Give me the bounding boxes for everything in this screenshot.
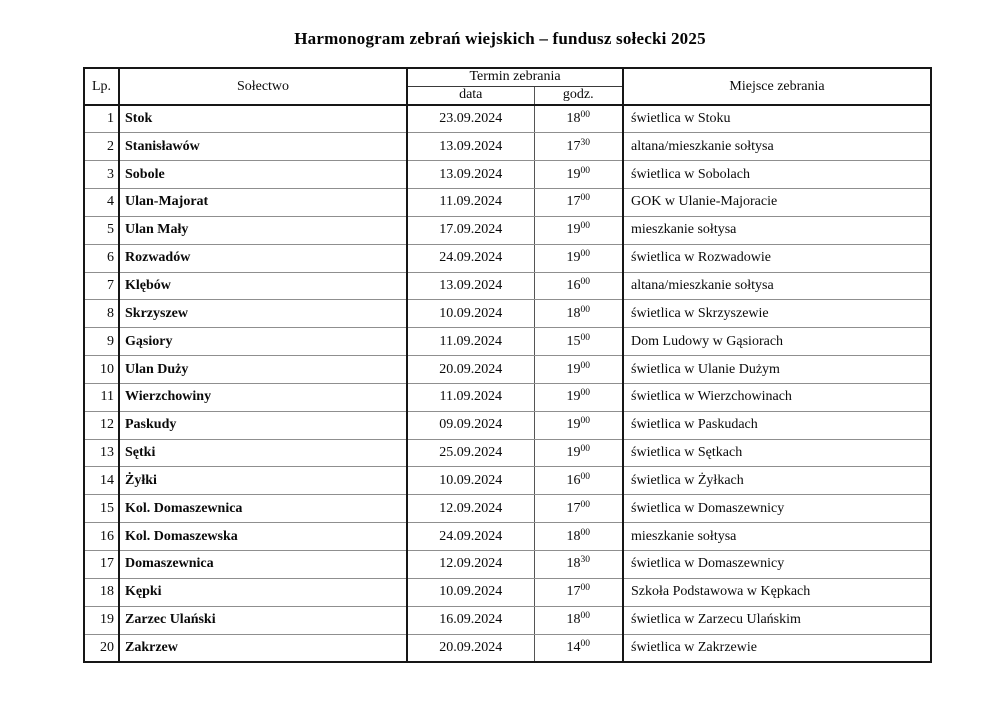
row-number: 2 — [84, 133, 119, 161]
meeting-place: świetlica w Skrzyszewie — [623, 300, 931, 328]
meeting-place: świetlica w Żyłkach — [623, 467, 931, 495]
village-name: Sobole — [119, 161, 407, 189]
table-row — [84, 300, 931, 328]
meeting-minutes: 00 — [580, 527, 590, 538]
village-name: Kępki — [119, 578, 407, 606]
meeting-minutes: 00 — [580, 444, 590, 455]
meeting-place: świetlica w Paskudach — [623, 411, 931, 439]
meeting-date: 12.09.2024 — [407, 495, 534, 523]
meeting-time — [534, 161, 623, 189]
village-name: Zarzec Ulański — [119, 606, 407, 634]
meeting-date: 16.09.2024 — [407, 606, 534, 634]
meeting-hour: 16 — [566, 277, 581, 293]
table-row — [84, 606, 931, 634]
row-number: 13 — [84, 439, 119, 467]
meeting-place: GOK w Ulanie-Majoracie — [623, 189, 931, 217]
village-name: Skrzyszew — [119, 300, 407, 328]
meeting-minutes: 00 — [580, 249, 590, 260]
table-row — [84, 439, 931, 467]
meeting-hour: 19 — [566, 389, 581, 405]
meeting-date: 25.09.2024 — [407, 439, 534, 467]
row-number: 17 — [84, 551, 119, 579]
table-row — [84, 383, 931, 411]
schedule-table — [83, 67, 932, 663]
table-row — [84, 244, 931, 272]
meeting-minutes: 00 — [580, 638, 590, 649]
table-row — [84, 133, 931, 161]
village-name: Żyłki — [119, 467, 407, 495]
village-name: Domaszewnica — [119, 551, 407, 579]
meeting-hour: 18 — [566, 528, 581, 544]
meeting-time — [534, 439, 623, 467]
table-row — [84, 272, 931, 300]
row-number: 14 — [84, 467, 119, 495]
meeting-time — [534, 411, 623, 439]
village-name: Wierzchowiny — [119, 383, 407, 411]
village-name: Ulan-Majorat — [119, 189, 407, 217]
row-number: 8 — [84, 300, 119, 328]
meeting-date: 12.09.2024 — [407, 551, 534, 579]
meeting-hour: 16 — [566, 472, 581, 488]
column-header-solectwo: Sołectwo — [119, 68, 407, 105]
table-row — [84, 356, 931, 384]
meeting-date: 13.09.2024 — [407, 272, 534, 300]
meeting-date: 24.09.2024 — [407, 244, 534, 272]
meeting-minutes: 00 — [580, 193, 590, 204]
meeting-hour: 19 — [566, 250, 581, 266]
village-name: Kol. Domaszewska — [119, 523, 407, 551]
meeting-date: 20.09.2024 — [407, 356, 534, 384]
meeting-date: 11.09.2024 — [407, 328, 534, 356]
meeting-date: 11.09.2024 — [407, 189, 534, 217]
meeting-time — [534, 133, 623, 161]
table-row — [84, 161, 931, 189]
meeting-hour: 17 — [566, 500, 581, 516]
meeting-date: 20.09.2024 — [407, 634, 534, 662]
meeting-hour: 19 — [566, 361, 581, 377]
table-row — [84, 551, 931, 579]
meeting-minutes: 00 — [580, 304, 590, 315]
meeting-hour: 19 — [566, 166, 581, 182]
meeting-date: 17.09.2024 — [407, 216, 534, 244]
meeting-date: 09.09.2024 — [407, 411, 534, 439]
village-name: Ulan Mały — [119, 216, 407, 244]
meeting-minutes: 00 — [580, 583, 590, 594]
meeting-minutes: 00 — [580, 276, 590, 287]
row-number: 9 — [84, 328, 119, 356]
village-name: Kol. Domaszewnica — [119, 495, 407, 523]
meeting-place: świetlica w Stoku — [623, 105, 931, 133]
column-header-lp: Lp. — [84, 68, 119, 105]
meeting-time — [534, 356, 623, 384]
meeting-date: 13.09.2024 — [407, 133, 534, 161]
meeting-time — [534, 606, 623, 634]
meeting-date: 10.09.2024 — [407, 300, 534, 328]
village-name: Stok — [119, 105, 407, 133]
meeting-minutes: 00 — [580, 471, 590, 482]
meeting-place: świetlica w Wierzchowinach — [623, 383, 931, 411]
row-number: 5 — [84, 216, 119, 244]
row-number: 12 — [84, 411, 119, 439]
meeting-place: świetlica w Domaszewnicy — [623, 551, 931, 579]
table-row — [84, 216, 931, 244]
row-number: 3 — [84, 161, 119, 189]
meeting-date: 24.09.2024 — [407, 523, 534, 551]
meeting-time — [534, 216, 623, 244]
meeting-minutes: 00 — [580, 388, 590, 399]
meeting-minutes: 00 — [580, 611, 590, 622]
village-name: Zakrzew — [119, 634, 407, 662]
meeting-place: altana/mieszkanie sołtysa — [623, 272, 931, 300]
meeting-place: altana/mieszkanie sołtysa — [623, 133, 931, 161]
meeting-minutes: 00 — [580, 332, 590, 343]
row-number: 10 — [84, 356, 119, 384]
row-number: 7 — [84, 272, 119, 300]
row-number: 1 — [84, 105, 119, 133]
table-row — [84, 634, 931, 662]
meeting-place: mieszkanie sołtysa — [623, 523, 931, 551]
meeting-time — [534, 551, 623, 579]
meeting-time — [534, 495, 623, 523]
meeting-hour: 19 — [566, 222, 581, 238]
meeting-date: 13.09.2024 — [407, 161, 534, 189]
row-number: 19 — [84, 606, 119, 634]
table-header — [84, 68, 931, 105]
meeting-minutes: 30 — [580, 555, 590, 566]
meeting-hour: 19 — [566, 445, 581, 461]
table-row — [84, 495, 931, 523]
table-row — [84, 523, 931, 551]
meeting-time — [534, 523, 623, 551]
meeting-hour: 17 — [566, 194, 581, 210]
meeting-minutes: 00 — [580, 416, 590, 427]
column-header-godz: godz. — [534, 86, 623, 105]
meeting-time — [534, 189, 623, 217]
meeting-hour: 18 — [566, 556, 581, 572]
meeting-time — [534, 467, 623, 495]
table-body — [84, 105, 931, 662]
row-number: 18 — [84, 578, 119, 606]
village-name: Paskudy — [119, 411, 407, 439]
meeting-date: 10.09.2024 — [407, 467, 534, 495]
meeting-hour: 14 — [566, 639, 581, 655]
table-row — [84, 189, 931, 217]
meeting-minutes: 00 — [580, 221, 590, 232]
meeting-hour: 17 — [566, 584, 581, 600]
table-row — [84, 578, 931, 606]
row-number: 20 — [84, 634, 119, 662]
page-title: Harmonogram zebrań wiejskich – fundusz sołecki 2025 — [294, 29, 706, 48]
column-header-miejsce: Miejsce zebrania — [623, 68, 931, 105]
meeting-minutes: 00 — [580, 360, 590, 371]
row-number: 15 — [84, 495, 119, 523]
meeting-time — [534, 383, 623, 411]
meeting-hour: 18 — [566, 111, 581, 127]
meeting-place: mieszkanie sołtysa — [623, 216, 931, 244]
meeting-date: 23.09.2024 — [407, 105, 534, 133]
table-row — [84, 411, 931, 439]
village-name: Ulan Duży — [119, 356, 407, 384]
meeting-place: Dom Ludowy w Gąsiorach — [623, 328, 931, 356]
meeting-time — [534, 328, 623, 356]
meeting-date: 10.09.2024 — [407, 578, 534, 606]
meeting-place: świetlica w Rozwadowie — [623, 244, 931, 272]
meeting-time — [534, 634, 623, 662]
village-name: Klębów — [119, 272, 407, 300]
meeting-date: 11.09.2024 — [407, 383, 534, 411]
meeting-time — [534, 272, 623, 300]
meeting-place: świetlica w Sętkach — [623, 439, 931, 467]
meeting-time — [534, 105, 623, 133]
table-row — [84, 105, 931, 133]
meeting-place: świetlica w Domaszewnicy — [623, 495, 931, 523]
meeting-minutes: 30 — [580, 137, 590, 148]
meeting-place: świetlica w Ulanie Dużym — [623, 356, 931, 384]
village-name: Rozwadów — [119, 244, 407, 272]
meeting-minutes: 00 — [580, 110, 590, 121]
row-number: 4 — [84, 189, 119, 217]
meeting-hour: 18 — [566, 305, 581, 321]
meeting-minutes: 00 — [580, 499, 590, 510]
row-number: 11 — [84, 383, 119, 411]
meeting-time — [534, 300, 623, 328]
meeting-hour: 15 — [566, 333, 581, 349]
meeting-place: Szkoła Podstawowa w Kępkach — [623, 578, 931, 606]
meeting-place: świetlica w Zakrzewie — [623, 634, 931, 662]
column-header-termin-zebrania: Termin zebrania — [407, 68, 623, 86]
meeting-time — [534, 578, 623, 606]
table-row — [84, 467, 931, 495]
meeting-place: świetlica w Zarzecu Ulańskim — [623, 606, 931, 634]
meeting-minutes: 00 — [580, 165, 590, 176]
village-name: Gąsiory — [119, 328, 407, 356]
meeting-hour: 18 — [566, 612, 581, 628]
column-header-data: data — [407, 86, 534, 105]
table-row — [84, 328, 931, 356]
row-number: 16 — [84, 523, 119, 551]
village-name: Sętki — [119, 439, 407, 467]
meeting-hour: 19 — [566, 417, 581, 433]
meeting-hour: 17 — [566, 138, 581, 154]
meeting-place: świetlica w Sobolach — [623, 161, 931, 189]
village-name: Stanisławów — [119, 133, 407, 161]
meeting-time — [534, 244, 623, 272]
row-number: 6 — [84, 244, 119, 272]
